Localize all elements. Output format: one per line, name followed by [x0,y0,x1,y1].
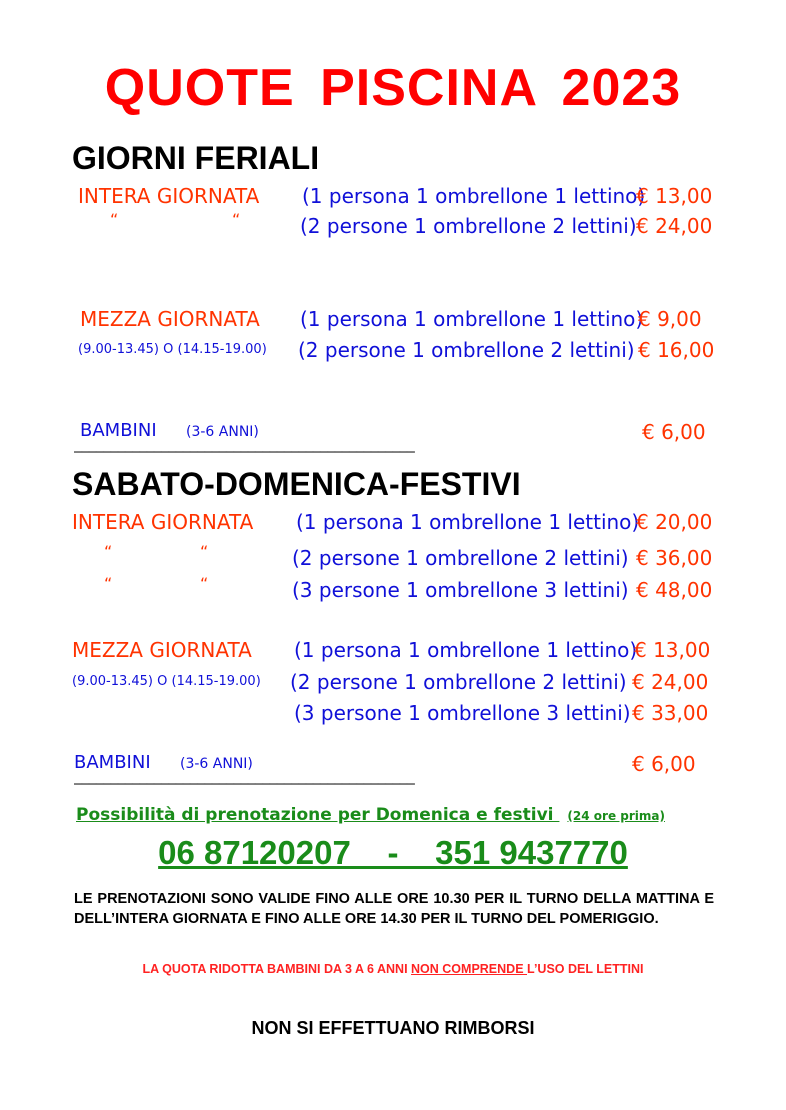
reduced-price-note [0,962,786,976]
weekend-full-day-price-1: € 20,00 [636,510,713,534]
weekday-children-label: BAMBINI [80,420,157,441]
weekday-full-day-label: INTERA GIORNATA [78,184,260,208]
weekend-full-day-label: INTERA GIORNATA [72,510,254,534]
weekday-half-day-desc-1: (1 persona 1 ombrellone 1 lettino) [300,307,644,331]
weekday-half-day-price-2: € 16,00 [638,338,715,362]
booking-note: (24 ore prima) [567,809,665,823]
ditto-mark: “ [200,574,209,593]
weekday-full-day-price-1: € 13,00 [636,184,713,208]
ditto-mark: “ [200,542,209,561]
weekend-full-day-desc-1: (1 persona 1 ombrellone 1 lettino) [296,510,640,534]
no-refund-note: NON SI EFFETTUANO RIMBORSI [251,1018,535,1038]
weekdays-heading: GIORNI FERIALI [72,140,320,176]
weekend-half-day-price-3: € 33,00 [632,701,709,725]
page-title: QUOTE PISCINA 2023 [104,59,682,117]
weekday-half-day-desc-2: (2 persone 1 ombrellone 2 lettini) [298,338,635,362]
weekend-half-day-price-1: € 13,00 [634,638,711,662]
weekday-children-price: € 6,00 [642,420,706,444]
weekday-half-day-price-1: € 9,00 [638,307,702,331]
ditto-mark: “ [104,542,113,561]
reduced-note-pre: LA QUOTA RIDOTTA BAMBINI DA 3 A 6 ANNI [142,962,412,976]
weekday-half-day-hours: (9.00-13.45) O (14.15-19.00) [78,342,267,357]
validity-note: LE PRENOTAZIONI SONO VALIDE FINO ALLE ORE 10.30 PER IL TURNO DELLA MATTINA E DELL’INTERA GIORNATA E FINO ALLE ORE 14.30 PER IL TURNO DEL POMERIGGIO. [74,891,714,927]
weekend-full-day-price-3: € 48,00 [636,578,713,602]
weekend-full-day-desc-2: (2 persone 1 ombrellone 2 lettini) [292,546,629,570]
weekend-children-age: (3-6 ANNI) [180,756,253,772]
weekday-full-day-price-2: € 24,00 [636,214,713,238]
weekend-full-day-desc-3: (3 persone 1 ombrellone 3 lettini) [292,578,629,602]
weekend-half-day-hours: (9.00-13.45) O (14.15-19.00) [72,674,261,689]
weekend-half-day-desc-1: (1 persona 1 ombrellone 1 lettino) [294,638,638,662]
weekend-heading: SABATO-DOMENICA-FESTIVI [72,466,521,502]
phone-numbers: 06 87120207 - 351 9437770 [158,834,628,871]
weekend-half-day-desc-2: (2 persone 1 ombrellone 2 lettini) [290,670,627,694]
ditto-mark: “ [232,210,241,229]
booking-text: Possibilità di prenotazione per Domenica e festivi [76,805,554,825]
reduced-note-emphasis: NON COMPRENDE [411,962,528,976]
booking-info [76,805,665,825]
weekday-full-day-desc-2: (2 persone 1 ombrellone 2 lettini) [300,214,637,238]
weekend-half-day-price-2: € 24,00 [632,670,709,694]
separator-line: ——————————————————————————————————————————————— [74,444,414,460]
weekend-half-day-desc-3: (3 persone 1 ombrellone 3 lettini) [294,701,631,725]
weekend-children-price: € 6,00 [632,752,696,776]
weekday-children-age: (3-6 ANNI) [186,424,259,440]
weekend-children-label: BAMBINI [74,752,151,773]
weekday-full-day-desc-1: (1 persona 1 ombrellone 1 lettino) [302,184,646,208]
separator-line: ——————————————————————————————————————————————— [74,776,414,792]
weekend-full-day-price-2: € 36,00 [636,546,713,570]
ditto-mark: “ [110,210,119,229]
weekend-half-day-label: MEZZA GIORNATA [72,638,252,662]
ditto-mark: “ [104,574,113,593]
reduced-note-post: L’USO DEL LETTINI [527,962,644,976]
weekday-half-day-label: MEZZA GIORNATA [80,307,260,331]
